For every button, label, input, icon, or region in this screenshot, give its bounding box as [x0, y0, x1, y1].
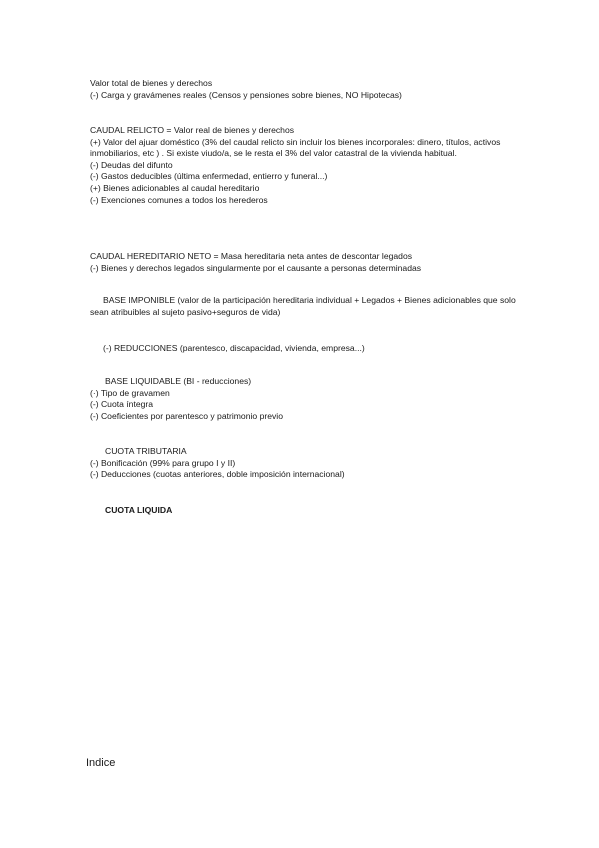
reducciones-block [90, 343, 520, 355]
base-imponible-text: BASE IMPONIBLE (valor de la participación hereditaria individual + Legados + Bienes adicionables que solo sean atribuibles al sujeto pasivo+seguros de vida) [90, 295, 516, 317]
deudas-line: (-) Deudas del difunto [90, 159, 173, 170]
cuota-liquida-block [90, 505, 520, 517]
reducciones-line: (-) REDUCCIONES (parentesco, discapacidad, vivienda, empresa...) [103, 343, 365, 353]
bonificacion-line: (-) Bonificación (99% para grupo I y II) [90, 457, 236, 468]
tipo-gravamen-line: (·) Tipo de gravamen [90, 387, 170, 398]
gastos-line: (-) Gastos deducibles (última enfermedad, entierro y funeral...) [90, 171, 328, 182]
base-liquidable-block [90, 376, 520, 422]
caudal-relicto-title: CAUDAL RELICTO = Valor real de bienes y derechos [90, 125, 295, 135]
deducciones-line: (-) Deducciones (cuotas anteriores, doble imposición internacional) [90, 469, 345, 480]
exenciones-line: (-) Exenciones comunes a todos los herederos [90, 194, 268, 205]
cuota-integra-line: (-) Cuota íntegra [90, 399, 154, 410]
valor-total-line: Valor total de bienes y derechos [90, 78, 213, 88]
base-liquidable-title: BASE LIQUIDABLE (BI - reducciones) [105, 376, 252, 386]
cargas-line: (-) Carga y gravámenes reales (Censos y pensiones sobre bienes, NO Hipotecas) [90, 89, 402, 100]
coeficientes-line: (-) Coeficientes por parentesco y patrimonio previo [90, 410, 283, 421]
ajuar-domestico-line: (+) Valor del ajuar doméstico (3% del caudal relicto sin incluir los bienes incorporales: dinero, títulos, activos inmobiliarios, etc ) . Si existe viudo/a, se le resta el 3% del valor catastral de la vivienda habitual. [90, 136, 501, 159]
cuota-tributaria-title: CUOTA TRIBUTARIA [105, 446, 187, 456]
caudal-hereditario-title: CAUDAL HEREDITARIO NETO = Masa hereditaria neta antes de descontar legados [90, 251, 413, 261]
caudal-hereditario-block [90, 251, 520, 274]
cuota-liquida-title: CUOTA LIQUIDA [105, 505, 173, 515]
legados-line: (-) Bienes y derechos legados singularmente por el causante a personas determinadas [90, 262, 422, 273]
indice-label: Indice [86, 757, 116, 769]
cuota-tributaria-block [90, 446, 520, 481]
valor-total-block [90, 78, 520, 101]
base-imponible-block [90, 295, 520, 318]
caudal-relicto-block [90, 125, 520, 206]
bienes-adicionables-line: (+) Bienes adicionables al caudal hereditario [90, 182, 260, 193]
